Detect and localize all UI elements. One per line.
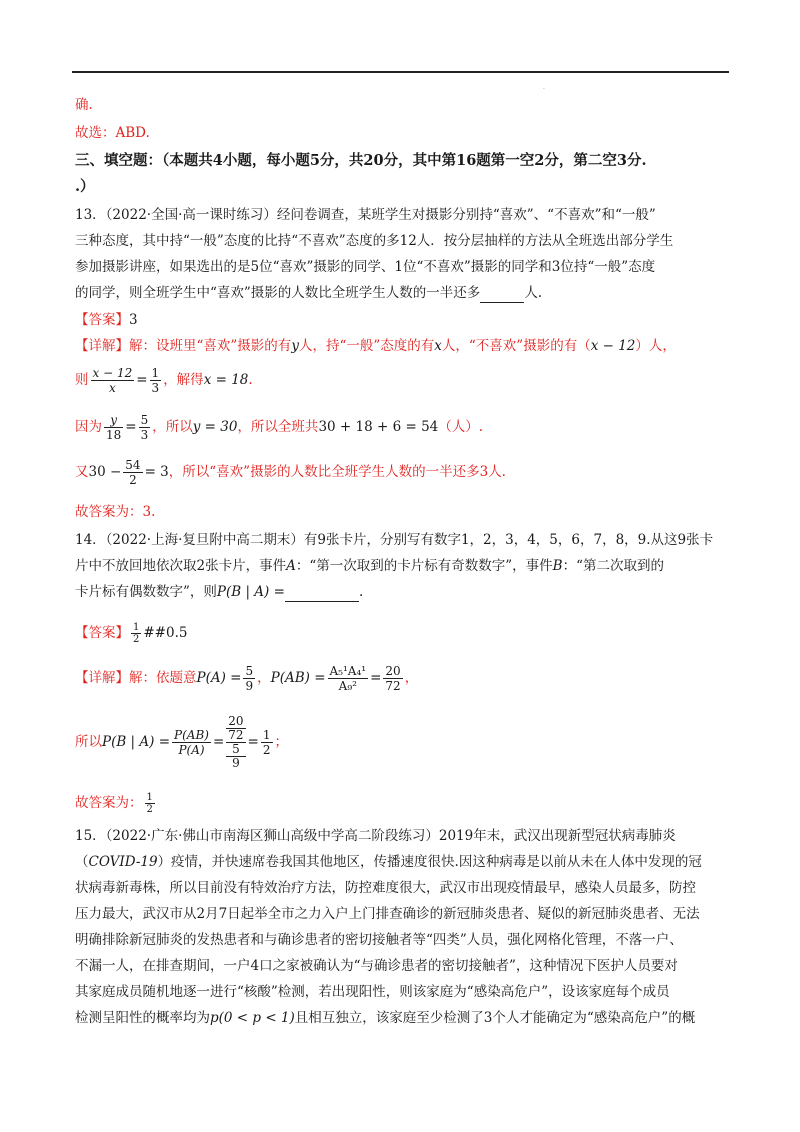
q13-detail-2: 则 $\frac{x - 12}{x}$ = $\frac{1}{3}$ ，解得x = 18. xyxy=(75,366,253,395)
q13-sum: 30 + 18 + 6 = 54 xyxy=(318,419,439,435)
q13-detail-1 xyxy=(75,336,676,356)
q13-detail-1b: 人，持“一般”态度的有 xyxy=(298,338,435,354)
q14-pab: P(AB) = xyxy=(270,670,326,686)
header-rule xyxy=(72,71,729,73)
q13-frac-2-den: 3 xyxy=(151,381,160,395)
q14-cond-num: P(AB) xyxy=(174,728,209,742)
q13-final: 故答案为：3. xyxy=(75,504,156,520)
prev-choice: 故选：ABD. xyxy=(75,125,150,141)
q14-answer xyxy=(75,618,187,648)
q14-pab-r-num: 20 xyxy=(385,664,401,678)
q13-detail-2-result: x = 18 xyxy=(203,372,249,388)
q14-cond-frac xyxy=(172,728,211,757)
q14-detail-2: 所以P(B | A) = $\frac{P(AB)}{P(A)}$ = 20 72 5 9 = $\frac{1}{2}$ ； xyxy=(75,714,288,770)
q13-detail-4a: 又 xyxy=(75,464,89,480)
q15-line-3: 状病毒新毒株，所以目前没有特效治疗方法，防控难度很大，武汉市出现疫情最早，感染人员最多，防控 xyxy=(75,880,696,896)
q13-detail-3c: ，所以全班共 xyxy=(237,419,319,435)
q13-line-3: 参加摄影讲座，如果选出的是5位“喜欢”摄影的同学、1位“不喜欢”摄影的同学和3位持“一般”态度 xyxy=(75,259,656,275)
header-dot: · xyxy=(543,86,545,93)
q13-detail-3a: 因为 xyxy=(75,419,102,435)
q14-event-a: A xyxy=(286,558,296,574)
q15-line-2 xyxy=(75,852,702,872)
q14-answer-tail: ##0.5 xyxy=(143,625,188,641)
q13-detail-3b: ，所以 xyxy=(152,419,193,435)
q13-detail-3d: （人）. xyxy=(438,419,484,435)
q15-line-1: 15．（2022·广东·佛山市南海区狮山高级中学高二阶段练习）2019年末，武汉出现新型冠状病毒肺炎 xyxy=(75,828,676,844)
q13-line-4 xyxy=(75,283,542,303)
q14-line-3a: 卡片标有偶数数字”，则 xyxy=(75,584,217,600)
q13-detail-4-pre: 30 − xyxy=(88,464,122,480)
q14-line-3 xyxy=(75,582,363,602)
q13-answer-value: 3 xyxy=(129,312,138,328)
q13-detail-4b: ，所以“喜欢”摄影的人数比全班学生人数的一半还多3人. xyxy=(168,464,506,480)
q15-prob-expr: p(0 < p < 1) xyxy=(210,1010,295,1026)
q15-line-8 xyxy=(75,1008,695,1028)
q13-frac-5 xyxy=(123,458,142,487)
q13-frac-5-num: 54 xyxy=(125,458,141,472)
q14-detail-label: 【详解】 xyxy=(75,670,129,686)
q14-cond-res-den: 2 xyxy=(262,743,271,757)
q14-pab-den: A₉² xyxy=(338,679,357,693)
q14-cond-res-num: 1 xyxy=(262,728,271,742)
q13-frac-4-num: 5 xyxy=(140,413,149,427)
q13-detail-1a: 解：设班里“喜欢”摄影的有 xyxy=(129,338,292,354)
q14-answer-frac xyxy=(131,622,141,645)
q14-event-b: B xyxy=(552,558,563,574)
q13-line-4-text: 的同学，则全班学生中“喜欢”摄影的人数比全班学生人数的一半还多 xyxy=(75,285,481,301)
q13-line-4-end: 人. xyxy=(524,285,543,301)
q13-frac-1-den: x xyxy=(108,381,116,395)
q13-var-y: y xyxy=(291,338,299,354)
q14-detail-1a: 解：依题意 xyxy=(129,670,197,686)
q13-answer-label: 【答案】 xyxy=(75,312,129,328)
q14-line-1: 14．（2022·上海·复旦附中高二期末）有9张卡片，分别写有数字1，2，3，4，5，6，7，8，9.从这9张卡 xyxy=(75,532,714,548)
q13-detail-3-result: y = 30 xyxy=(192,419,238,435)
q14-complex-frac xyxy=(226,715,245,770)
q14-pa: P(A) = xyxy=(196,670,242,686)
q13-var-x: x xyxy=(434,338,442,354)
q13-frac-3-num: y xyxy=(110,413,118,427)
q14-final xyxy=(75,786,157,820)
q14-detail-1: 【详解】解：依题意P(A) = $\frac{5}{9}$ ，P(AB) = $\frac{\text{A₅¹A₄¹}}{\text{A₉²}}$ = $\frac{20}{72}$ ， xyxy=(75,664,419,693)
section-heading: 三、填空题：（本题共4小题，每小题5分，共20分，其中第16题第一空2分，第二空3分. xyxy=(75,152,647,169)
q14-pab-result xyxy=(383,664,402,693)
q14-pab-num: A₅¹A₄¹ xyxy=(329,664,367,678)
q14-cond: P(B | A) = xyxy=(102,734,171,750)
q13-detail-1d: ）人， xyxy=(635,338,676,354)
q15-line-8b: 且相互独立，该家庭至少检测了3个人才能确定为“感染高危户”的概 xyxy=(294,1010,696,1026)
q14-cond-den: P(A) xyxy=(178,743,205,757)
q13-detail-2a: 则 xyxy=(75,372,89,388)
q14-cf-mid: 72 xyxy=(228,728,244,742)
q15-line-4: 压力最大，武汉市从2月7日起举全市之力入户上门排查确诊的新冠肺炎患者、疑似的新冠肺炎患者、无法 xyxy=(75,906,700,922)
q13-frac-3-den: 18 xyxy=(106,428,122,442)
q14-final-text: 故答案为： xyxy=(75,795,143,811)
q14-final-frac xyxy=(145,792,155,815)
q13-answer-blank xyxy=(480,302,524,303)
q14-line-3-end: . xyxy=(358,584,364,600)
q14-pab-r-den: 72 xyxy=(385,679,401,693)
q15-line-6: 不漏一人，在排查期间，一户4口之家被确认为“与确诊患者的密切接触者”，这种情况下医护人员要对 xyxy=(75,958,678,974)
q13-line-2: 三种态度，其中持“一般”态度的比持“不喜欢”态度的多12人．按分层抽样的方法从全班选出部分学生 xyxy=(75,233,674,249)
q13-frac-1-num: x − 12 xyxy=(92,366,133,380)
q14-answer-label: 【答案】 xyxy=(75,625,129,641)
q14-detail-2a: 所以 xyxy=(75,734,102,750)
q14-answer-num: 1 xyxy=(133,622,140,633)
q14-pa-frac xyxy=(243,664,255,693)
q14-final-num: 1 xyxy=(146,792,153,803)
q13-detail-label: 【详解】 xyxy=(75,338,129,354)
q15-line-8a: 检测呈阳性的概率均为 xyxy=(75,1010,210,1026)
q14-cf-bot2: 9 xyxy=(232,756,240,770)
section-heading-end: .） xyxy=(75,178,95,195)
q13-frac-2 xyxy=(150,366,162,395)
prev-tail: 确. xyxy=(75,97,93,113)
q14-line-2b: ：“第一次取到的卡片标有奇数数字”，事件 xyxy=(295,558,553,574)
q15-line-2b: ）疫情，并快速席卷我国其他地区，传播速度很快.因这种病毒是以前从未在人体中发现的冠 xyxy=(157,854,702,870)
q14-cond-result xyxy=(261,728,273,757)
q14-pa-num: 5 xyxy=(245,664,254,678)
q13-line-1: 13．（2022·全国·高一课时练习）经问卷调查，某班学生对摄影分别持“喜欢”、“不喜欢”和“一般” xyxy=(75,207,656,223)
q13-detail-4 xyxy=(75,456,506,488)
q14-line-2c: ：“第二次取到的 xyxy=(562,558,664,574)
q13-frac-2-num: 1 xyxy=(151,366,160,380)
q14-pab-frac xyxy=(328,664,369,693)
q13-frac-1 xyxy=(91,366,135,395)
q14-final-den: 2 xyxy=(146,804,153,815)
q13-frac-4-den: 3 xyxy=(140,428,149,442)
q14-cf-bot1: 5 xyxy=(226,743,245,757)
q13-detail-1c: 人，“不喜欢”摄影的有（ xyxy=(441,338,591,354)
q15-line-2a: （ xyxy=(75,854,89,870)
q15-line-7: 其家庭成员随机地逐一进行“核酸”检测，若出现阳性，则该家庭为“感染高危户”，设该家庭每个成员 xyxy=(75,984,670,1000)
q15-code: COVID-19 xyxy=(88,854,158,870)
q13-detail-2b: ，解得 xyxy=(163,372,204,388)
q13-answer xyxy=(75,310,138,330)
q13-frac-3 xyxy=(104,413,123,442)
q14-answer-den: 2 xyxy=(133,634,140,645)
q14-pa-den: 9 xyxy=(245,679,254,693)
q14-line-2a: 片中不放回地依次取2张卡片，事件 xyxy=(75,558,287,574)
q14-line-2 xyxy=(75,556,664,576)
q14-expr: P(B | A) = xyxy=(216,584,285,600)
q13-detail-3: 因为 $\frac{y}{18}$ = $\frac{5}{3}$ ，所以y = 30，所以全班共30 + 18 + 6 = 54（人）. xyxy=(75,413,484,442)
q15-line-5: 明确排除新冠肺炎的发热患者和与确诊患者的密切接触者等“四类”人员，强化网格化管理，不落一户、 xyxy=(75,932,683,948)
q13-frac-4 xyxy=(139,413,151,442)
q13-detail-4-result: = 3 xyxy=(144,464,169,480)
q14-answer-blank xyxy=(285,601,359,602)
q13-expr: x − 12 xyxy=(590,338,636,354)
q13-frac-5-den: 2 xyxy=(129,473,137,487)
q14-cf-top: 20 xyxy=(228,714,244,728)
